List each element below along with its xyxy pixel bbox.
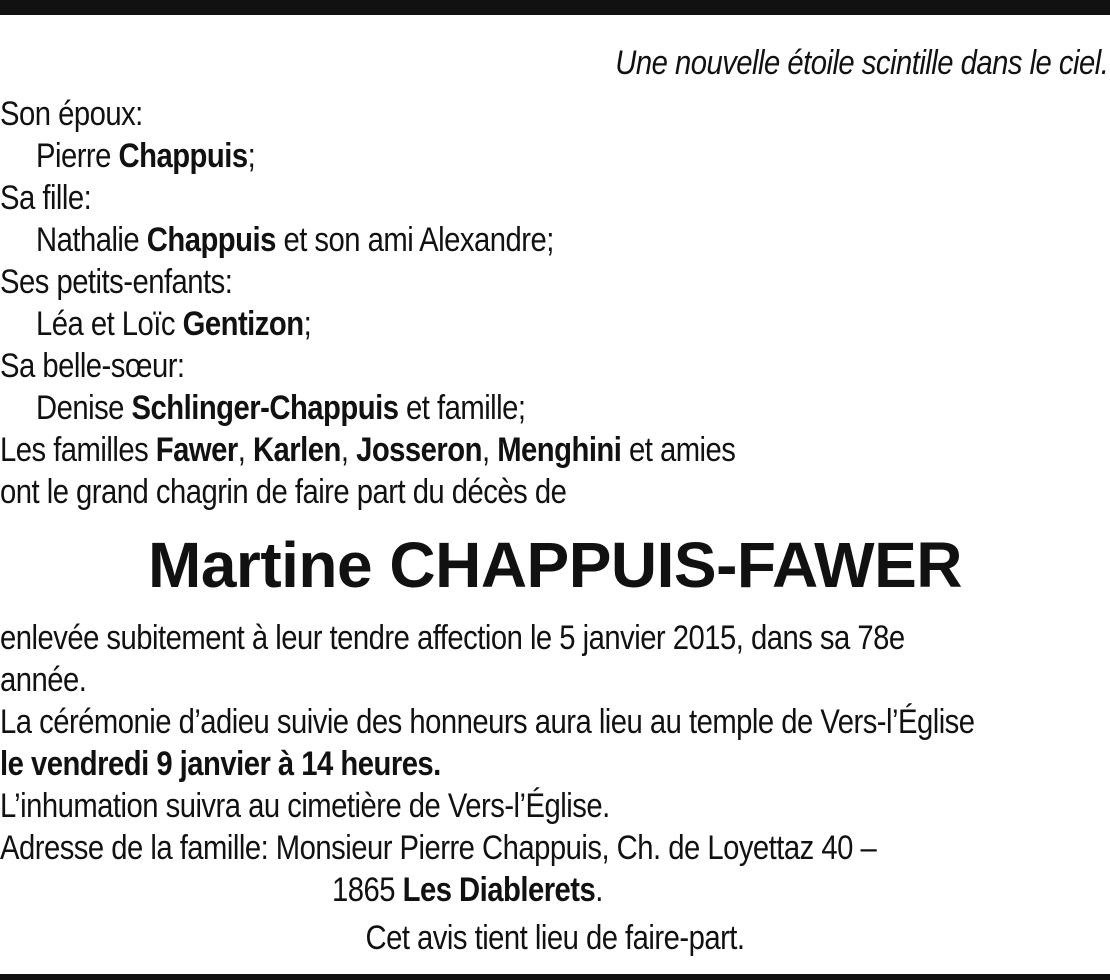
separator: , [237, 431, 253, 469]
family-name-fawer: Fawer [155, 431, 238, 469]
address-end: . [595, 871, 603, 909]
family-member-suffix: ; [303, 305, 312, 343]
family-member-surname: Chappuis [118, 137, 248, 175]
family-address: Adresse de la famille: Monsieur Pierre Chappuis, Ch. de Loyettaz 40 – [0, 829, 877, 867]
family-role-grandchildren: Ses petits-enfants: [0, 263, 233, 301]
ceremony-date [0, 743, 441, 785]
family-member-surname: Gentizon [182, 305, 304, 343]
families-prefix: Les familles [0, 431, 156, 469]
family-member-suffix: et son ami Alexandre; [275, 221, 554, 259]
family-role-daughter: Sa fille: [0, 179, 92, 217]
burial-text: L’inhumation suivra au cimetière de Vers-l’Église. [0, 787, 610, 825]
families-line [0, 429, 735, 471]
family-member-given: Pierre [36, 137, 119, 175]
top-border-rule [0, 0, 1110, 15]
deceased-name: Martine CHAPPUIS-FAWER [148, 529, 962, 601]
separator: , [340, 431, 357, 469]
family-role-sister-in-law: Sa belle-sœur: [0, 347, 185, 385]
families-suffix: et amies [621, 431, 736, 469]
death-notice-line-2: année. [0, 661, 87, 699]
family-role-husband: Son époux: [0, 95, 143, 133]
family-name-menghini: Menghini [497, 431, 622, 469]
family-member-given: Nathalie [36, 221, 147, 259]
ceremony-text: La cérémonie d’adieu suivie des honneurs aura lieu au temple de Vers-l’Église [0, 703, 975, 741]
family-member-sister-in-law [36, 387, 526, 429]
closing-note: Cet avis tient lieu de faire-part. [365, 919, 745, 957]
family-member-suffix: et famille; [398, 389, 526, 427]
tagline: Une nouvelle étoile scintille dans le ciel. [614, 44, 1108, 82]
bottom-border-rule [0, 974, 1110, 980]
family-member-suffix: ; [247, 137, 256, 175]
family-member-surname: Chappuis [146, 221, 276, 259]
family-member-surname: Schlinger-Chappuis [131, 389, 399, 427]
family-name-josseron: Josseron [356, 431, 482, 469]
family-name-karlen: Karlen [252, 431, 341, 469]
family-member-given: Léa et Loïc [36, 305, 183, 343]
family-member-given: Denise [36, 389, 132, 427]
ceremony-date-bold: le vendredi 9 janvier à 14 heures. [0, 745, 441, 783]
separator: , [481, 431, 498, 469]
town-name: Les Diablerets [402, 871, 596, 909]
family-member-grandchildren [36, 303, 311, 345]
family-member-husband [36, 135, 255, 177]
death-notice-line-1: enlevée subitement à leur tendre affection le 5 janvier 2015, dans sa 78e [0, 619, 905, 657]
announcement-text: ont le grand chagrin de faire part du décès de [0, 473, 567, 511]
family-member-daughter [36, 219, 554, 261]
postcode: 1865 [332, 871, 403, 909]
family-address-town [332, 869, 603, 911]
